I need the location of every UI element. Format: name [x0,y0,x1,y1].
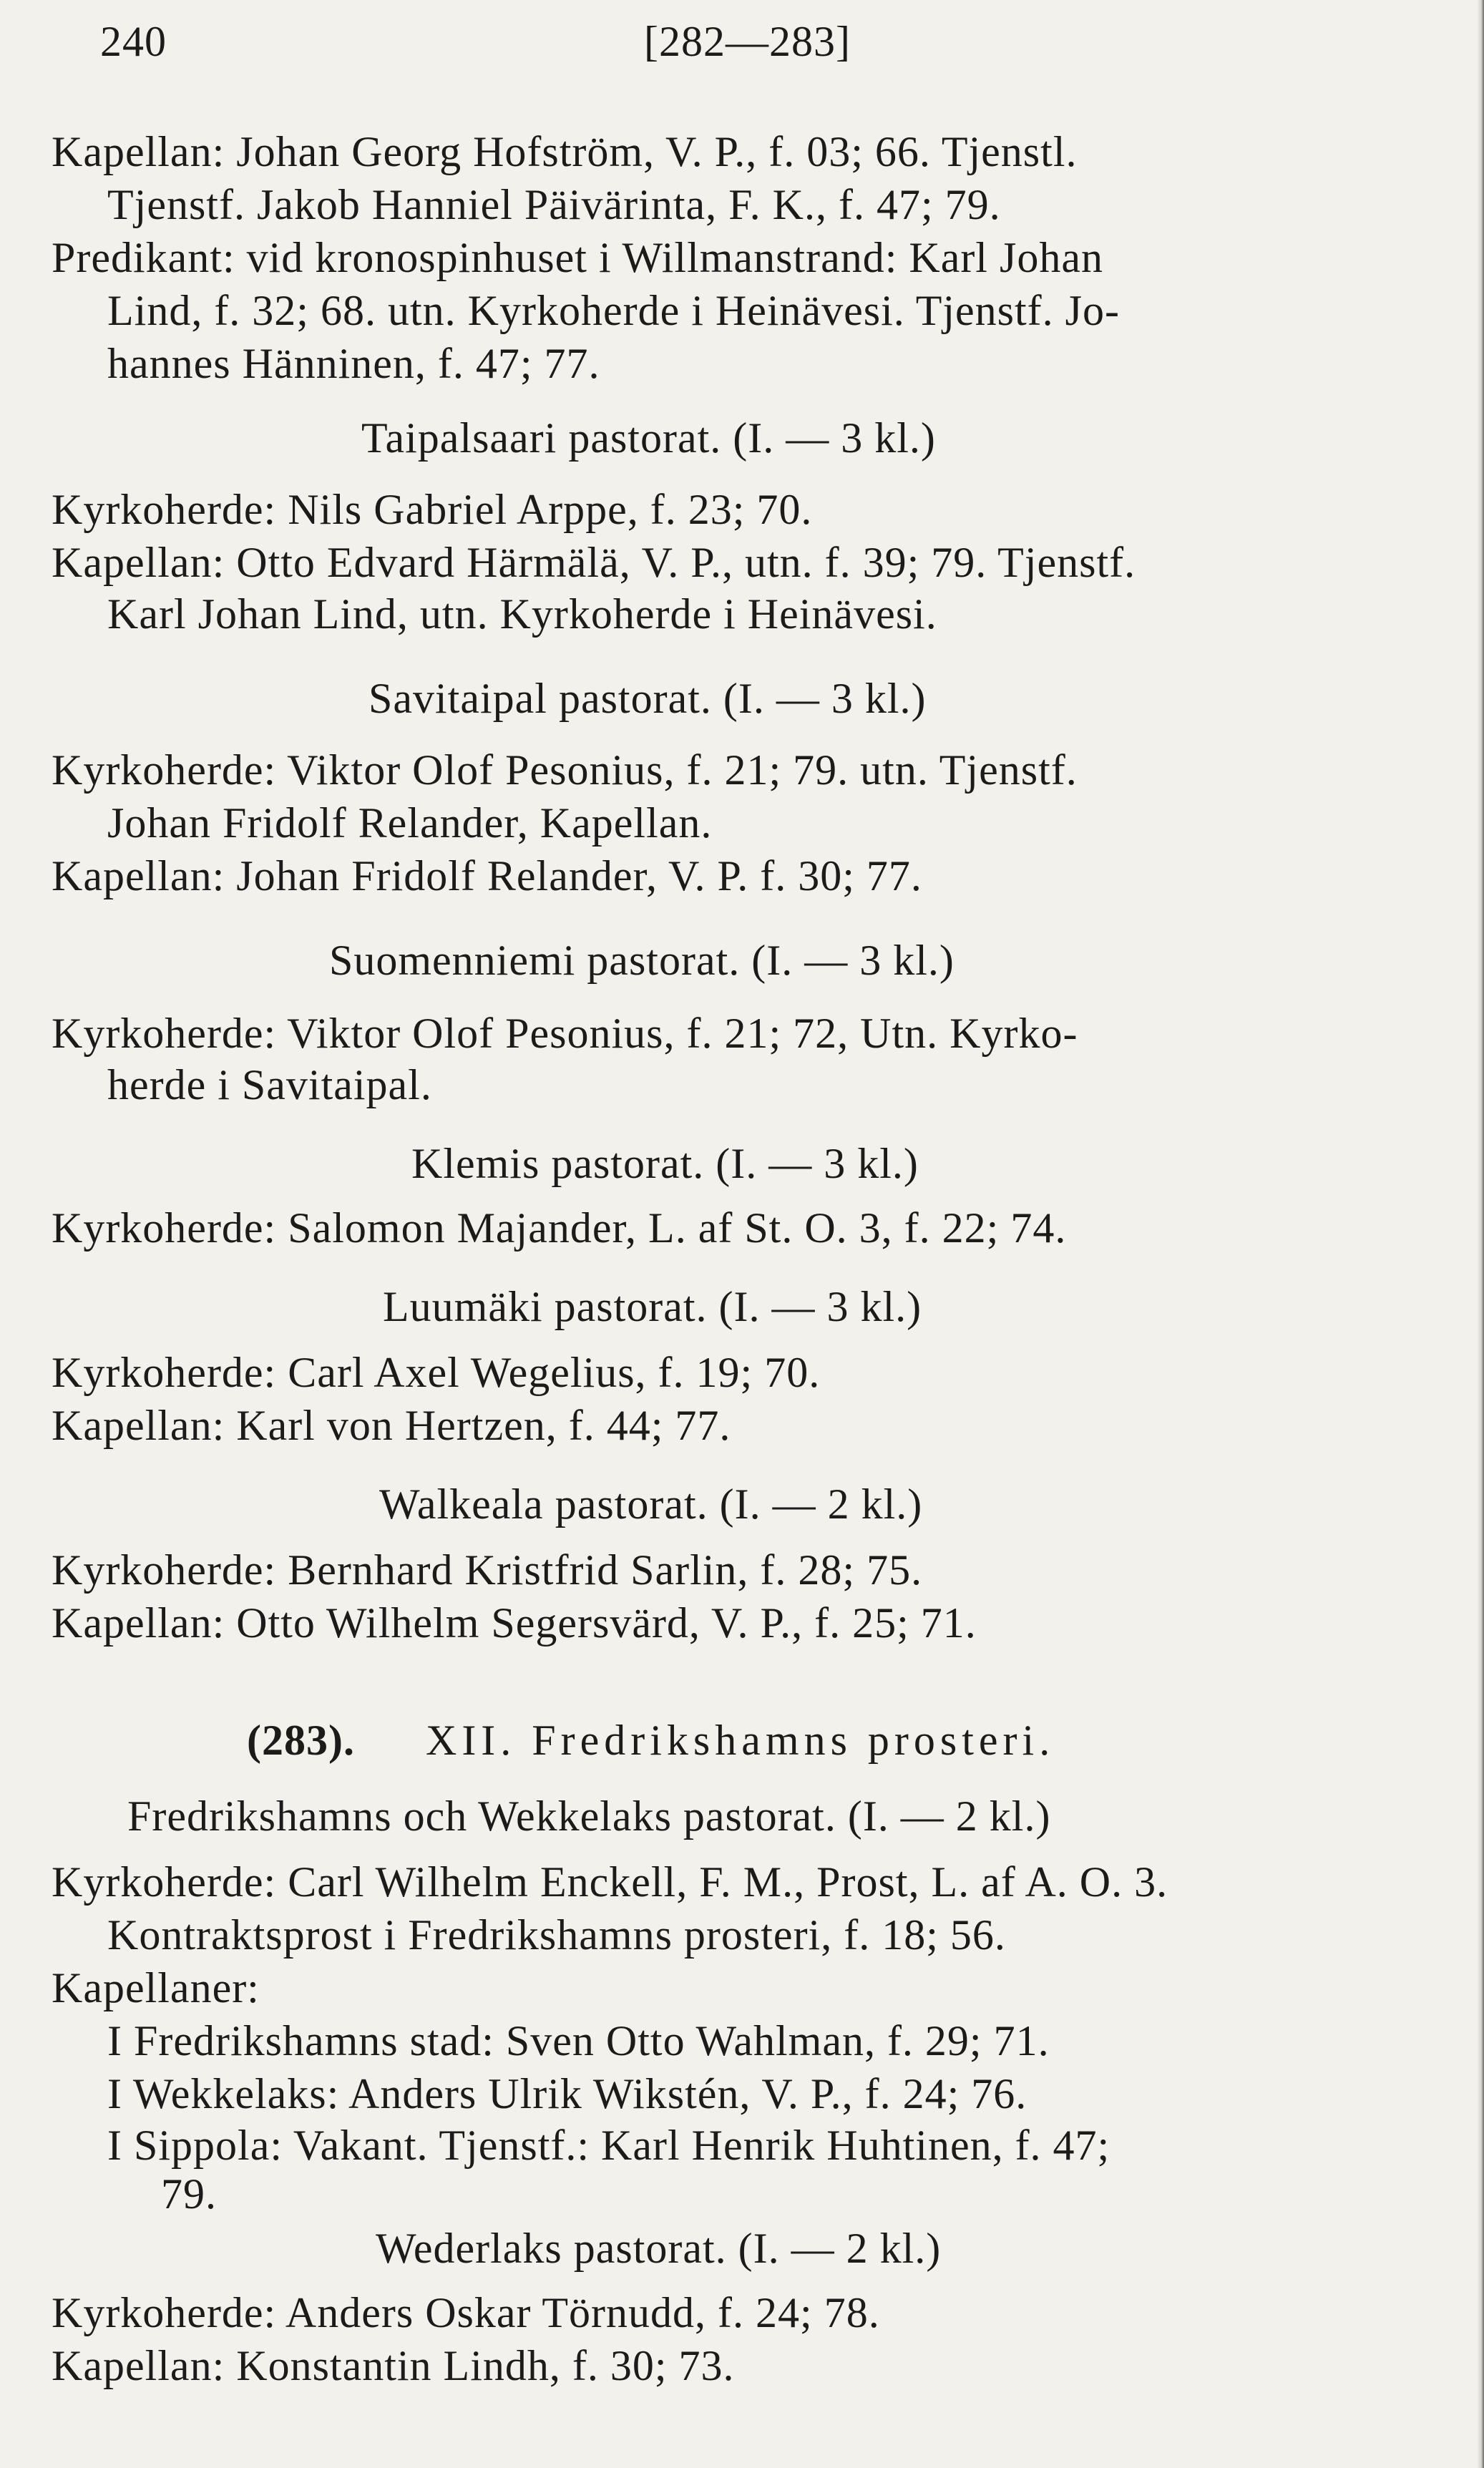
chapter-heading: XII. Fredrikshamns prosteri. [426,1717,1055,1764]
text-line: Kapellan: Konstantin Lindh, f. 30; 73. [52,2342,735,2389]
section-heading: Suomenniemi pastorat. (I. — 3 kl.) [329,937,955,984]
section-heading: Wederlaks pastorat. (I. — 2 kl.) [376,2225,942,2272]
section-heading: Walkeala pastorat. (I. — 2 kl.) [379,1481,923,1528]
text-line: Kyrkoherde: Carl Wilhelm Enckell, F. M., Prost, L. af A. O. 3. [52,1858,1168,1906]
text-line: Kapellan: Otto Wilhelm Segersvärd, V. P., f. 25; 71. [52,1599,977,1647]
text-line: Kyrkoherde: Viktor Olof Pesonius, f. 21; 79. utn. Tjenstf. [52,746,1078,794]
text-line: Kyrkoherde: Bernhard Kristfrid Sarlin, f. 28; 75. [52,1546,923,1594]
text-line: Kapellaner: [52,1964,260,2011]
page-range: [282—283] [644,18,851,65]
text-line: Kyrkoherde: Carl Axel Wegelius, f. 19; 70. [52,1349,821,1396]
section-heading: Luumäki pastorat. (I. — 3 kl.) [383,1283,922,1330]
text-line: Kapellan: Johan Georg Hofström, V. P., f. 03; 66. Tjenstl. [52,128,1078,175]
section-heading: Klemis pastorat. (I. — 3 kl.) [411,1140,919,1187]
text-line: Tjenstf. Jakob Hanniel Päivärinta, F. K., f. 47; 79. [107,181,1001,228]
text-line: Kyrkoherde: Anders Oskar Törnudd, f. 24; 78. [52,2289,880,2336]
text-line: hannes Hänninen, f. 47; 77. [107,340,600,387]
text-line: Kontraktsprost i Fredrikshamns prosteri, f. 18; 56. [107,1911,1006,1959]
text-line: I Sippola: Vakant. Tjenstf.: Karl Henrik Huhtinen, f. 47; [107,2122,1110,2169]
section-number: (283). [247,1717,355,1764]
text-line: Lind, f. 32; 68. utn. Kyrkoherde i Heinävesi. Tjenstf. Jo- [107,287,1120,334]
text-line: Kyrkoherde: Viktor Olof Pesonius, f. 21; 72, Utn. Kyrko- [52,1010,1078,1057]
text-line: 79. [161,2170,217,2218]
page-edge-shadow [1477,0,1484,2468]
text-line: I Fredrikshamns stad: Sven Otto Wahlman, f. 29; 71. [107,2017,1050,2064]
text-line: herde i Savitaipal. [107,1061,432,1108]
text-line: Kyrkoherde: Salomon Majander, L. af St. O. 3, f. 22; 74. [52,1204,1067,1252]
text-line: Kapellan: Otto Edvard Härmälä, V. P., utn. f. 39; 79. Tjenstf. [52,539,1136,586]
section-heading: Savitaipal pastorat. (I. — 3 kl.) [368,675,927,722]
text-line: Karl Johan Lind, utn. Kyrkoherde i Heinävesi. [107,590,937,638]
text-line: Kapellan: Karl von Hertzen, f. 44; 77. [52,1402,731,1449]
text-line: Kyrkoherde: Nils Gabriel Arppe, f. 23; 70. [52,486,813,533]
page-number: 240 [100,18,167,65]
section-heading: Fredrikshamns och Wekkelaks pastorat. (I. — 2 kl.) [127,1793,1051,1840]
text-line: Johan Fridolf Relander, Kapellan. [107,799,713,847]
section-heading: Taipalsaari pastorat. (I. — 3 kl.) [361,414,936,462]
text-line: Predikant: vid kronospinhuset i Willmanstrand: Karl Johan [52,234,1103,281]
text-line: Kapellan: Johan Fridolf Relander, V. P. f. 30; 77. [52,852,922,899]
text-line: I Wekkelaks: Anders Ulrik Wikstén, V. P., f. 24; 76. [107,2070,1027,2117]
